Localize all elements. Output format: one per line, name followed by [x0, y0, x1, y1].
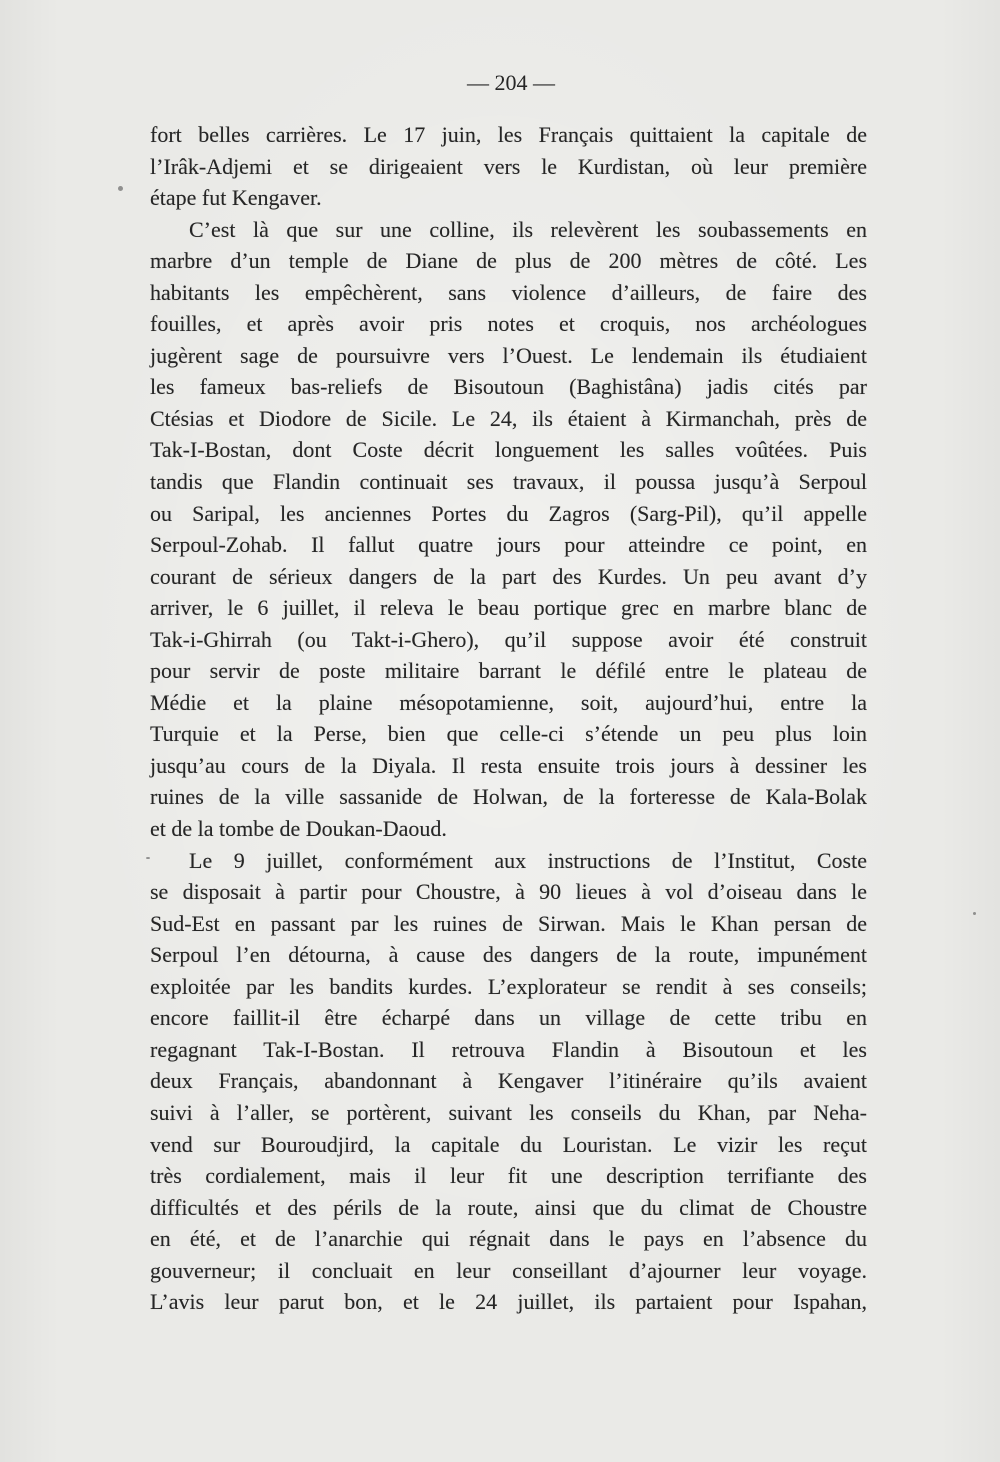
- text-line: deux Français, abandonnant à Kengaver l’itinéraire qu’ils avaient: [150, 1068, 867, 1094]
- text-line: les fameux bas-reliefs de Bisoutoun (Baghistâna) jadis cités par: [150, 374, 867, 400]
- text-line: ruines de la ville sassanide de Holwan, de la forteresse de Kala-Bolak: [150, 784, 867, 810]
- text-line: l’Irâk-Adjemi et se dirigeaient vers le Kurdistan, où leur première: [150, 153, 867, 179]
- text-line: L’avis leur parut bon, et le 24 juillet, ils partaient pour Ispahan,: [150, 1289, 867, 1315]
- text-line: Ctésias et Diodore de Sicile. Le 24, ils étaient à Kirmanchah, près de: [150, 405, 867, 431]
- text-line: pour servir de poste militaire barrant le défilé entre le plateau de: [150, 658, 867, 684]
- text-line: exploitée par les bandits kurdes. L’explorateur se rendit à ses conseils;: [150, 973, 867, 999]
- text-line: jugèrent sage de poursuivre vers l’Ouest. Le lendemain ils étudiaient: [150, 342, 867, 368]
- paragraph: [150, 119, 867, 214]
- text-line: très cordialement, mais il leur fit une description terrifiante des: [150, 1163, 867, 1189]
- text-line: tandis que Flandin continuait ses travaux, il poussa jusqu’à Serpoul: [150, 469, 867, 495]
- page-number: — 204 —: [467, 70, 555, 95]
- paper-speck: [973, 912, 976, 915]
- text-line: Sud-Est en passant par les ruines de Sirwan. Mais le Khan persan de: [150, 910, 867, 936]
- text-line: fouilles, et après avoir pris notes et croquis, nos archéologues: [150, 311, 867, 337]
- text-line: suivi à l’aller, se portèrent, suivant les conseils du Khan, par Neha-: [150, 1099, 867, 1125]
- text-line: encore faillit-il être écharpé dans un village de cette tribu en: [150, 1005, 867, 1031]
- text-line: regagnant Tak-I-Bostan. Il retrouva Flandin à Bisoutoun et les: [150, 1036, 867, 1062]
- text-line: ou Saripal, les anciennes Portes du Zagros (Sarg-Pil), qu’il appelle: [150, 500, 867, 526]
- text-line: habitants les empêchèrent, sans violence d’ailleurs, de faire des: [150, 279, 867, 305]
- text-line: difficultés et des périls de la route, ainsi que du climat de Choustre: [150, 1194, 867, 1220]
- text-line: arriver, le 6 juillet, il releva le beau portique grec en marbre blanc de: [150, 595, 867, 621]
- text-line: jusqu’au cours de la Diyala. Il resta ensuite trois jours à dessiner les: [150, 752, 867, 778]
- text-line: se disposait à partir pour Choustre, à 90 lieues à vol d’oiseau dans le: [150, 879, 867, 905]
- text-line: étape fut Kengaver.: [150, 185, 322, 211]
- text-line: Tak-i-Ghirrah (ou Takt-i-Ghero), qu’il suppose avoir été construit: [150, 626, 867, 652]
- text-line: Tak-I-Bostan, dont Coste décrit longuement les salles voûtées. Puis: [150, 437, 867, 463]
- paragraph: [150, 845, 867, 1318]
- text-line: courant de sérieux dangers de la part des Kurdes. Un peu avant d’y: [150, 563, 867, 589]
- text-line: Serpoul-Zohab. Il fallut quatre jours pour atteindre ce point, en: [150, 532, 867, 558]
- text-line: marbre d’un temple de Diane de plus de 200 mètres de côté. Les: [150, 248, 867, 274]
- text-line: et de la tombe de Doukan-Daoud.: [150, 816, 447, 842]
- body-text: [150, 119, 867, 1318]
- text-line: Le 9 juillet, conformément aux instructions de l’Institut, Coste: [189, 847, 867, 873]
- text-line: Turquie et la Perse, bien que celle-ci s’étende un peu plus loin: [150, 721, 867, 747]
- paper-speck: [118, 186, 123, 191]
- paragraph: [150, 214, 867, 845]
- text-line: vend sur Bouroudjird, la capitale du Louristan. Le vizir les reçut: [150, 1131, 867, 1157]
- text-line: fort belles carrières. Le 17 juin, les Français quittaient la capitale de: [150, 122, 867, 147]
- text-line: C’est là que sur une colline, ils relevèrent les soubassements en: [189, 216, 867, 242]
- text-line: Serpoul l’en détourna, à cause des dangers de la route, impunément: [150, 942, 867, 968]
- text-line: gouverneur; il concluait en leur conseillant d’ajourner leur voyage.: [150, 1257, 867, 1283]
- text-line: Médie et la plaine mésopotamienne, soit, aujourd’hui, entre la: [150, 689, 867, 715]
- text-line: en été, et de l’anarchie qui régnait dans le pays en l’absence du: [150, 1226, 867, 1252]
